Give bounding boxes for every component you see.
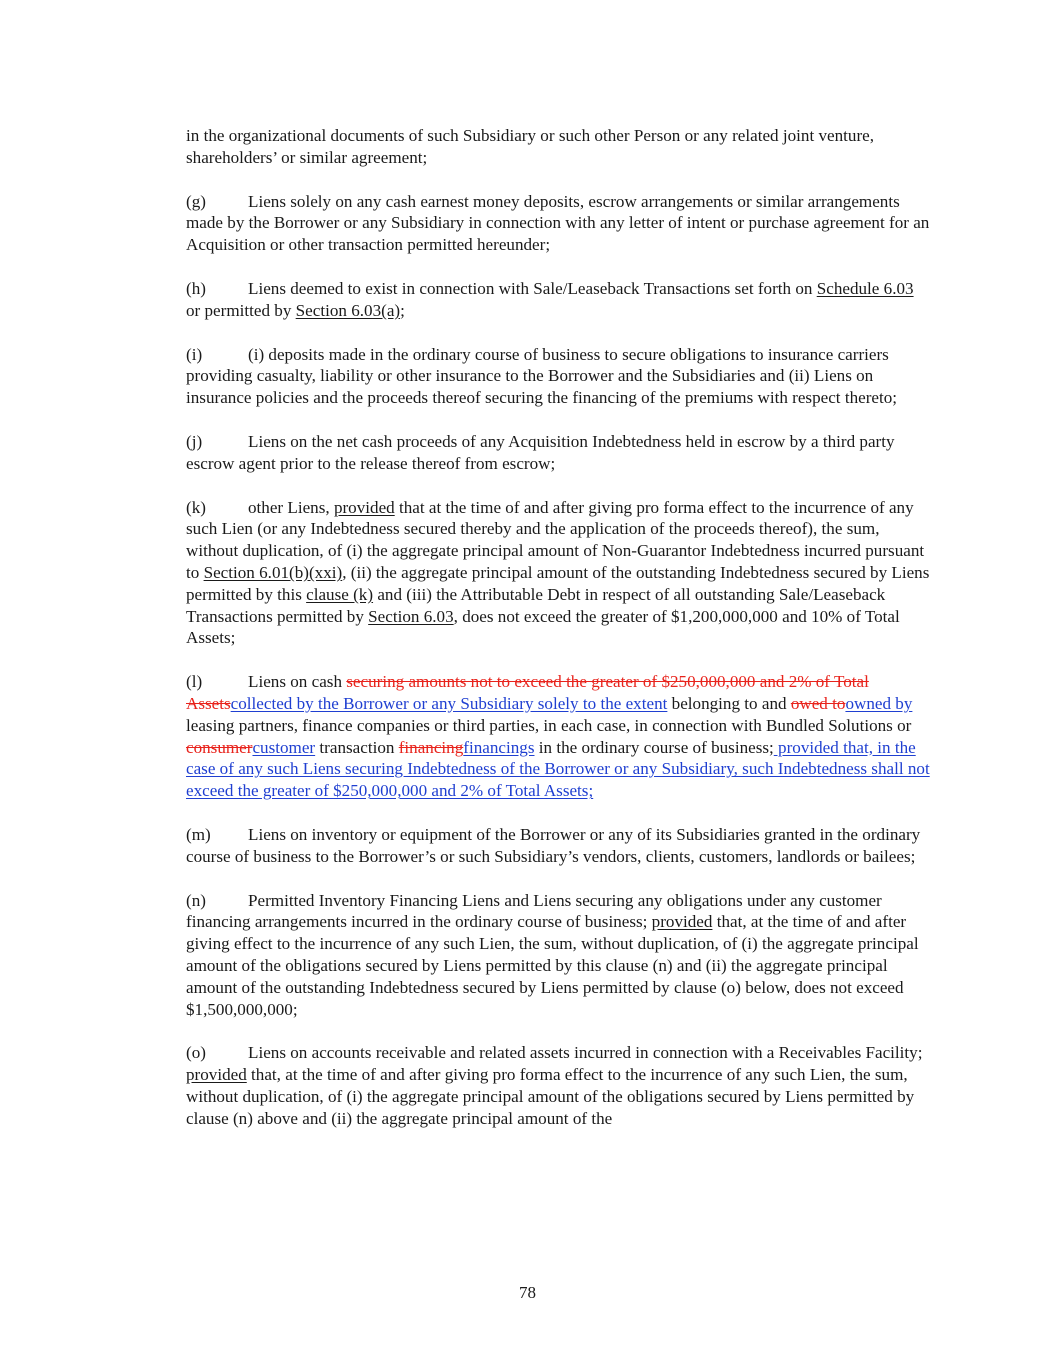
deleted-text: owed to xyxy=(790,693,846,713)
clause-reference: clause (k) xyxy=(306,584,374,604)
clause-g xyxy=(186,191,931,256)
clause-o: (o) Liens on accounts receivable and related assets incurred in connection with a Receivables Facility; provided that, at the time of and after giving pro forma effect to the incurrence of any such Lien, the sum, without duplication, of (i) the aggregate principal amount of the obligations secured by Liens permitted by clause (n) above and (ii) the aggregate principal amount of the xyxy=(186,1043,923,1128)
clause-label: (g) xyxy=(186,191,206,211)
clause-label: (j) xyxy=(186,431,203,451)
clause-label: (i) xyxy=(186,344,203,364)
section-reference: Section 6.01(b)(xxi) xyxy=(203,562,343,582)
clause-label: (l) xyxy=(186,672,203,692)
clause-m xyxy=(186,824,931,868)
clause-k: (k) other Liens, provided that at the time of and after giving pro forma effect to the incurrence of any such Lien (or any Indebtedness secured thereby and the application of the proceeds thereof), the sum, without duplication, of (i) the aggregate principal amount of Non-Guarantor Indebtedness incurred pursuant to Section 6.01(b)(xxi), (ii) the aggregate principal amount of the outstanding Indebtedness secured by Liens permitted by this clause (k) and (iii) the Attributable Debt in respect of all outstanding Sale/Leaseback Transactions permitted by Section 6.03, does not exceed the greater of $1,200,000,000 and 10% of Total Assets; xyxy=(186,497,930,648)
clause-label: (k) xyxy=(186,497,206,517)
inserted-text: owned by xyxy=(845,693,913,713)
provided-term: provided xyxy=(186,1065,247,1085)
clause-n: (n) Permitted Inventory Financing Liens and Liens securing any obligations under any customer financing arrangements incurred in the ordinary course of business; provided that, at the time of and after giving effect to the incurrence of any such Lien, the sum, without duplication, of (i) the aggregate principal amount of the obligations secured by Liens permitted by this clause (n) and (ii) the aggregate principal amount of the outstanding Indebtedness secured by Liens permitted by clause (o) below, does not exceed $1,500,000,000; xyxy=(186,890,919,1019)
clause-j xyxy=(186,431,931,475)
inserted-text: customer xyxy=(252,737,316,757)
inserted-text: financings xyxy=(463,737,535,757)
section-reference: Section 6.03(a) xyxy=(295,300,401,320)
page-number: 78 xyxy=(519,1283,536,1302)
clause-i xyxy=(186,344,931,409)
clause-text: Liens solely on any cash earnest money deposits, escrow arrangements or similar arrangements made by the Borrower or any Subsidiary in connection with any letter of intent or purchase agreement for an Acquisition or other transaction permitted hereunder; xyxy=(186,191,930,255)
inserted-text: collected by the Borrower or any Subsidiary solely to the extent xyxy=(230,693,668,713)
inserted-text: provided that, in the case of any such Liens securing Indebtedness of the Borrower or any Subsidiary, such Indebtedness shall not exceed the greater of $250,000,000 and 2% of Total Assets; xyxy=(186,737,930,801)
deleted-text: financing xyxy=(398,737,464,757)
deleted-text: consumer xyxy=(186,737,253,757)
intro-paragraph: in the organizational documents of such Subsidiary or such other Person or any related joint venture, shareholders’ or similar agreement; xyxy=(186,126,875,167)
provided-term: provided xyxy=(651,912,713,932)
clause-text: Liens on inventory or equipment of the Borrower or any of its Subsidiaries granted in the ordinary course of business to the Borrower’s or such Subsidiary’s vendors, clients, customers, landlords or bailees; xyxy=(186,824,921,866)
clause-h: (h) Liens deemed to exist in connection with Sale/Leaseback Transactions set forth on Schedule 6.03 or permitted by Section 6.03(a); xyxy=(186,278,914,320)
clause-label: (h) xyxy=(186,278,206,298)
clause-label: (m) xyxy=(186,824,211,844)
clause-text: Liens on the net cash proceeds of any Acquisition Indebtedness held in escrow by a third party escrow agent prior to the release thereof from escrow; xyxy=(186,431,895,473)
document-body xyxy=(186,125,931,1151)
clause-text: (i) deposits made in the ordinary course of business to secure obligations to insurance carriers providing casualty, liability or other insurance to the Borrower and the Subsidiaries and (ii) Liens on insurance policies and the proceeds thereof securing the financing of the premiums with respect thereto; xyxy=(186,344,898,408)
provided-term: provided xyxy=(333,497,395,517)
clause-label: (n) xyxy=(186,890,206,910)
schedule-reference: Schedule 6.03 xyxy=(816,278,914,298)
section-reference: Section 6.03 xyxy=(368,606,454,626)
deleted-text: securing amounts not to exceed the greater of $250,000,000 and 2% of Total Assets xyxy=(186,672,869,713)
clause-label: (o) xyxy=(186,1043,206,1063)
clause-l: (l) Liens on cash securing amounts not to exceed the greater of $250,000,000 and 2% of Total Assetscollected by the Borrower or any Subsidiary solely to the extent belonging to and owed toowned by leasing partners, finance companies or third parties, in each case, in connection with Bundled Solutions or consumercustomer transaction financingfinancings in the ordinary course of business; provided that, in the case of any such Liens securing Indebtedness of the Borrower or any Subsidiary, such Indebtedness shall not exceed the greater of $250,000,000 and 2% of Total Assets; xyxy=(186,672,930,801)
